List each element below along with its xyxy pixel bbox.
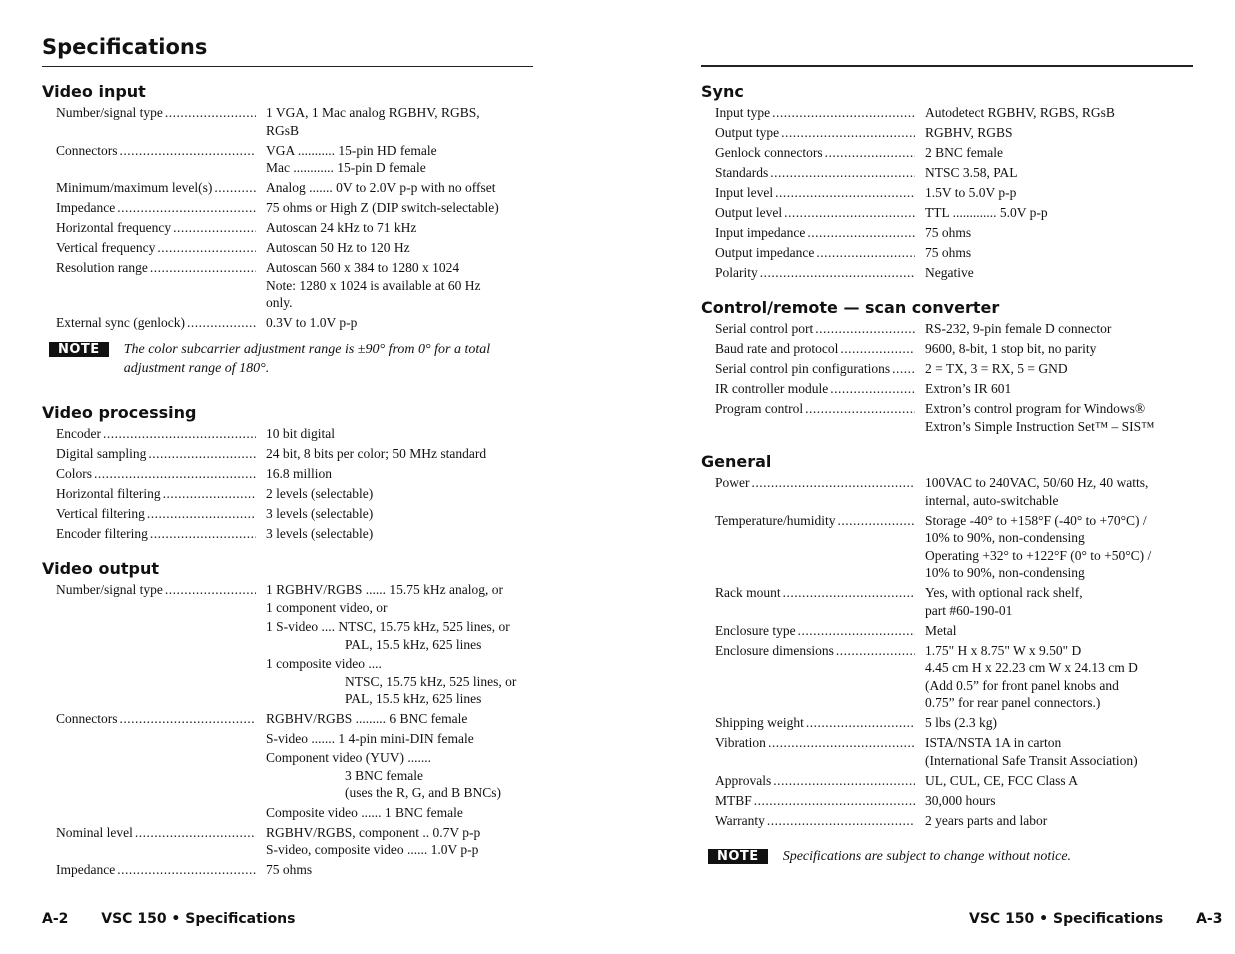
spec-value: Negative [925,265,974,280]
general-section [701,452,1193,866]
spec-label: Vertical frequency ..... [56,239,256,257]
spec-row [42,465,533,483]
spec-label: Warranty ..... [715,812,915,830]
spec-row [42,445,533,463]
spec-value: 2 BNC female [925,145,1003,160]
spec-row [701,144,1193,162]
footer-left [42,911,295,927]
spec-label: Nominal level ..... [56,824,256,859]
spec-value: 3 levels (selectable) [266,526,374,541]
spec-value: Analog ....... 0V to 2.0V p-p with no offset [266,180,496,195]
spec-label: Input impedance ..... [715,224,915,242]
spec-value: RGBHV/RGBS ......... 6 BNC female S-video ....... 1 4-pin mini-DIN female Component video (YUV) ....... 3 BNC female (uses the R, G, and B BNCs) Composite video ...... 1 BNC female [266,711,501,820]
spec-value: 10 bit digital [266,426,335,441]
spec-label: Serial control pin configurations ..... [715,360,915,378]
spec-label: IR controller module ..... [715,380,915,398]
spec-value: 1 RGBHV/RGBS ...... 15.75 kHz analog, or 1 component video, or 1 S-video .... NTSC, 15.75 kHz, 525 lines, or PAL, 15.5 kHz, 625 lines 1 composite video .... NTSC, 15.75 kHz, 525 lines, or PAL, 15.5 kHz, 625 lines [266,582,517,706]
note-text: The color subcarrier adjustment range is ±90° from 0° for a total adjustment range of 180°. [123,341,491,376]
spec-label: Minimum/maximum level(s) ..... [56,179,256,197]
spec-row [701,584,1193,619]
spec-value: 2 levels (selectable) [266,486,374,501]
spec-label: Encoder filtering ..... [56,525,256,543]
spec-row [701,104,1193,122]
spec-row [701,204,1193,222]
sync-section [701,82,1193,284]
spec-row [701,714,1193,732]
spec-row [701,642,1193,712]
spec-value: Extron’s control program for Windows® Extron’s Simple Instruction Set™ – SIS™ [925,401,1155,434]
spec-value: NTSC 3.58, PAL [925,165,1018,180]
spec-row [42,525,533,543]
spec-row [701,264,1193,282]
spec-row [42,485,533,503]
spec-row [701,320,1193,338]
spec-value: Metal [925,622,957,638]
section-title: General [701,452,772,471]
footer-text: VSC 150 • Specifications [969,911,1164,927]
spec-row [42,239,533,257]
spec-value: UL, CUL, CE, FCC Class A [925,772,1079,788]
spec-value: 30,000 hours [925,792,996,808]
spec-value: 1.75" H x 8.75" W x 9.50" D 4.45 cm H x 22.23 cm W x 24.13 cm D (Add 0.5” for front panel knobs and 0.75” for rear panel connectors.) [925,642,1138,710]
spec-value: 1 VGA, 1 Mac analog RGBHV, RGBS, RGsB [266,105,480,138]
spec-label: Impedance ..... [56,199,256,217]
spec-list [42,104,533,332]
spec-row [42,425,533,443]
spec-label: Output impedance ..... [715,244,915,262]
spec-row [42,199,533,217]
spec-row [42,179,533,197]
spec-label: MTBF ..... [715,792,915,810]
spec-row [42,824,533,859]
video-input-section [42,82,533,378]
spec-row [701,340,1193,358]
spec-label: Baud rate and protocol ..... [715,340,915,358]
spec-row [701,164,1193,182]
spec-value: TTL ............. 5.0V p-p [925,205,1048,220]
spec-label: Enclosure type ..... [715,622,915,640]
spec-row [701,512,1193,582]
note-badge: NOTE [708,849,768,864]
spec-row [701,812,1193,830]
spec-value: RS-232, 9-pin female D connector [925,321,1112,336]
section-title: Video output [42,559,159,578]
spec-value: 9600, 8-bit, 1 stop bit, no parity [925,341,1097,356]
spec-row [42,861,533,879]
spec-label: Temperature/humidity ..... [715,512,915,582]
spec-value: 75 ohms [925,225,972,240]
spec-row [701,360,1193,378]
spec-row [42,142,533,177]
spec-label: Horizontal filtering ..... [56,485,256,503]
spec-label: Colors ..... [56,465,256,483]
spec-label: Output type ..... [715,124,915,142]
spec-row [42,104,533,139]
spec-row [42,581,533,708]
spec-label: Number/signal type ..... [56,581,256,708]
spec-value: 100VAC to 240VAC, 50/60 Hz, 40 watts, internal, auto-switchable [925,475,1149,508]
spec-value: ISTA/NSTA 1A in carton (International Safe Transit Association) [925,735,1138,768]
note-block [42,340,533,378]
spec-label: Input level ..... [715,184,915,202]
section-title: Control/remote — scan converter [701,298,1000,317]
spec-label: Number/signal type ..... [56,104,256,139]
note-badge: NOTE [49,342,109,357]
video-output-section [42,559,533,881]
spec-row [701,380,1193,398]
spec-label: Vertical filtering ..... [56,505,256,523]
note-text: Specifications are subject to change without notice. [782,849,1072,864]
spec-value: Autoscan 560 x 384 to 1280 x 1024 Note: 1280 x 1024 is available at 60 Hz only. [266,260,481,310]
spec-list [701,320,1193,435]
spec-label: Output level ..... [715,204,915,222]
spec-list [42,425,533,543]
spec-value: Autoscan 50 Hz to 120 Hz [266,240,410,255]
spec-row [42,314,533,332]
spec-label: Genlock connectors ..... [715,144,915,162]
spec-label: Digital sampling ..... [56,445,256,463]
spec-value: 24 bit, 8 bits per color; 50 MHz standard [266,446,487,461]
video-processing-section [42,403,533,545]
spec-value: Yes, with optional rack shelf, part #60-190-01 [925,585,1083,618]
spec-value: 75 ohms [925,245,972,260]
spec-list [701,104,1193,282]
spec-value: 2 = TX, 3 = RX, 5 = GND [925,361,1068,376]
spec-value: 2 years parts and labor [925,812,1048,828]
spec-label: Standards ..... [715,164,915,182]
spec-value: 16.8 million [266,466,333,481]
spec-label: Rack mount ..... [715,584,915,619]
spec-value: RGBHV, RGBS [925,125,1013,140]
spec-label: Encoder ..... [56,425,256,443]
spec-row [42,505,533,523]
spec-label: Impedance ..... [56,861,256,879]
spec-value: 75 ohms or High Z (DIP switch-selectable) [266,200,499,215]
spec-value: Autoscan 24 kHz to 71 kHz [266,220,417,235]
spec-label: Connectors ..... [56,142,256,177]
control-section [701,298,1193,438]
spec-label: Input type ..... [715,104,915,122]
spec-row [701,474,1193,509]
page-number: A-3 [1196,911,1223,927]
spec-value: 5 lbs (2.3 kg) [925,715,997,730]
spec-label: Program control ..... [715,400,915,435]
spec-row [701,224,1193,242]
spec-row [701,400,1193,435]
spec-value: 75 ohms [266,862,313,877]
spec-row [42,219,533,237]
spec-value: Storage -40° to +158°F (-40° to +70°C) / 10% to 90%, non-condensing Operating +32° to +122°F (0° to +50°C) / 10% to 90%, non-condensing [925,512,1152,580]
spec-row [701,622,1193,640]
footer-right [969,911,1222,927]
spec-row [701,124,1193,142]
spec-value: 0.3V to 1.0V p-p [266,315,358,330]
note-block [701,847,1193,866]
spec-value: 1.5V to 5.0V p-p [925,185,1017,200]
spec-label: Connectors ..... [56,710,256,821]
spec-row [701,734,1193,769]
spec-label: Serial control port ..... [715,320,915,338]
title-rule-left [42,66,533,67]
spec-label: Resolution range ..... [56,259,256,312]
section-title: Video processing [42,403,197,422]
spec-label: Shipping weight ..... [715,714,915,732]
spec-label: Approvals ..... [715,772,915,790]
spec-row [701,244,1193,262]
spec-label: Horizontal frequency ..... [56,219,256,237]
spec-value: VGA ........... 15-pin HD female Mac ............ 15-pin D female [266,142,437,175]
spec-value: Autodetect RGBHV, RGBS, RGsB [925,105,1115,120]
spec-value: 3 levels (selectable) [266,506,374,521]
title-rule-right [701,65,1193,67]
spec-value: RGBHV/RGBS, component .. 0.7V p-p S-video, composite video ...... 1.0V p-p [266,824,481,857]
spec-row [701,792,1193,810]
spec-row [701,772,1193,790]
spec-value: Extron’s IR 601 [925,381,1012,396]
spec-row [701,184,1193,202]
footer-text: VSC 150 • Specifications [101,911,296,927]
spec-label: External sync (genlock) ..... [56,314,256,332]
spec-label: Vibration ..... [715,734,915,769]
spec-label: Power ..... [715,474,915,509]
spec-list [701,474,1193,829]
section-title: Video input [42,82,146,101]
spec-label: Polarity ..... [715,264,915,282]
page-title: Specifications [42,35,208,59]
spec-label: Enclosure dimensions ..... [715,642,915,712]
section-title: Sync [701,82,744,101]
page-number: A-2 [42,911,69,927]
spec-row [42,710,533,821]
spec-row [42,259,533,312]
